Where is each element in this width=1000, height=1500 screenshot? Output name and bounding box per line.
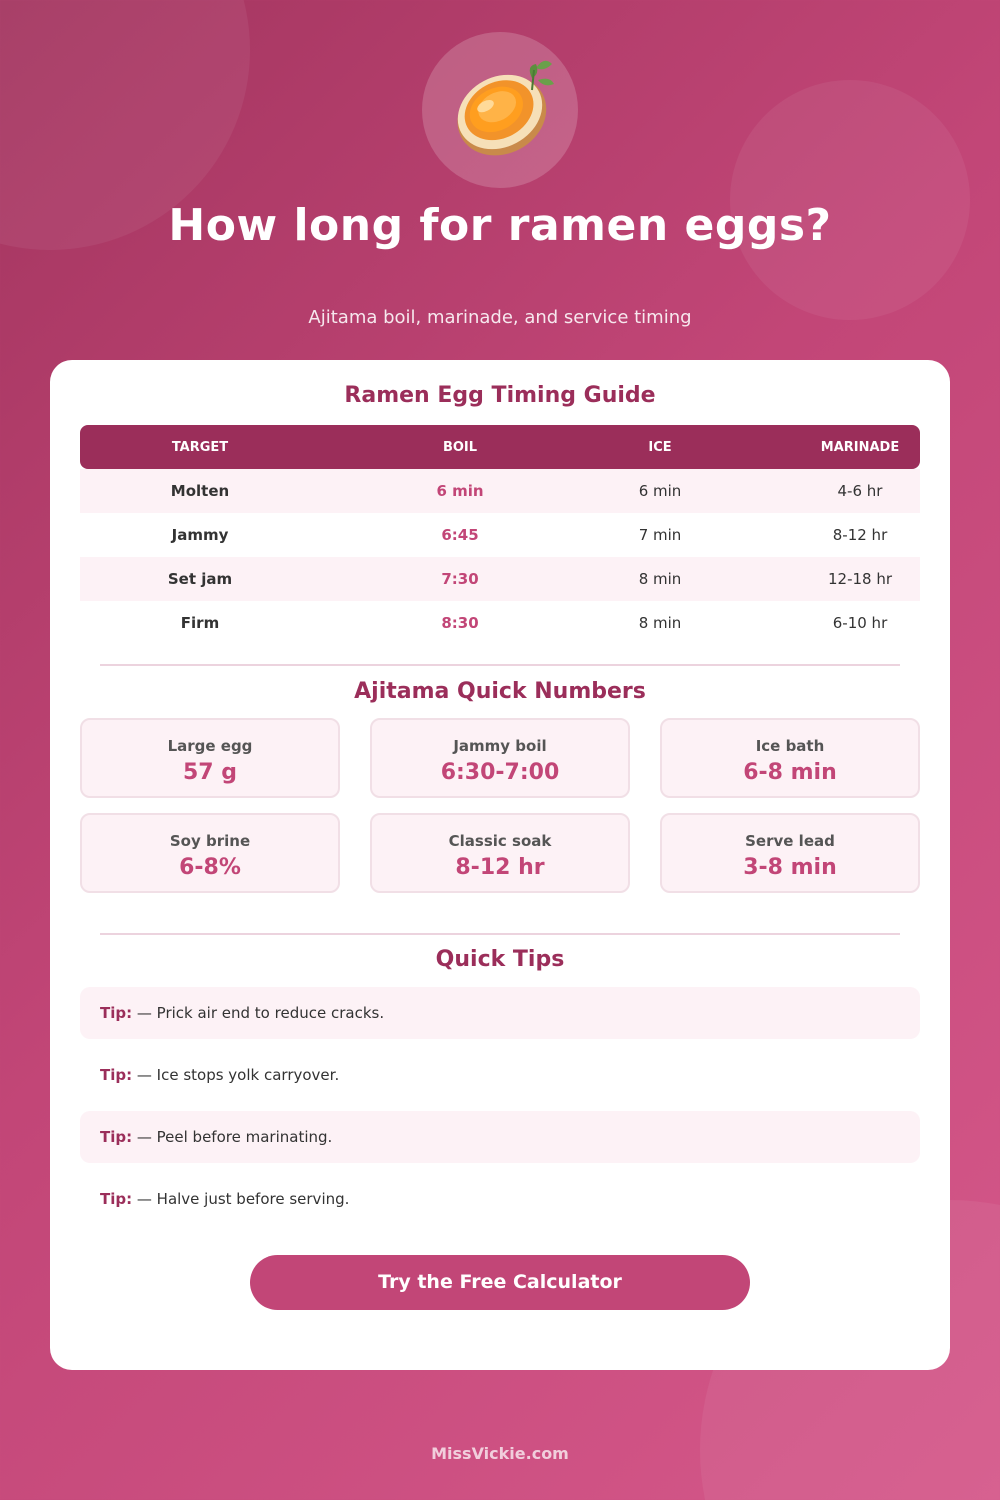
cell-target: Jammy	[171, 526, 229, 544]
stat-label: Jammy boil	[453, 737, 547, 755]
cell-target: Firm	[180, 614, 220, 632]
timing-guide-title: Ramen Egg Timing Guide	[344, 383, 656, 408]
cell-marinade: 6-10 hr	[832, 614, 888, 632]
page-title: How long for ramen eggs?	[168, 200, 832, 251]
tip-item	[80, 1111, 920, 1163]
stat-label: Large egg	[167, 737, 253, 755]
quick-numbers-title: Ajitama Quick Numbers	[354, 679, 646, 704]
header-boil: BOIL	[442, 440, 478, 455]
halved-egg-icon	[440, 50, 560, 170]
stat-card	[370, 813, 630, 893]
tip-label: Tip:	[100, 1128, 133, 1146]
cell-target: Set jam	[167, 570, 233, 588]
cell-marinade: 4-6 hr	[837, 482, 883, 500]
tip-label: Tip:	[100, 1190, 133, 1208]
quick-tips-title: Quick Tips	[435, 947, 565, 972]
table-row	[80, 601, 920, 645]
cell-target: Molten	[170, 482, 230, 500]
table-row	[80, 557, 920, 601]
stat-value: 6-8 min	[743, 760, 837, 785]
stat-label: Ice bath	[755, 737, 825, 755]
stat-value: 8-12 hr	[455, 855, 545, 880]
stat-value: 6:30-7:00	[440, 760, 560, 785]
stat-value: 3-8 min	[743, 855, 837, 880]
tip-label: Tip:	[100, 1066, 133, 1084]
tip-text: — Halve just before serving.	[136, 1190, 350, 1208]
stat-card	[370, 718, 630, 798]
tip-label: Tip:	[100, 1004, 133, 1022]
section-divider	[100, 664, 900, 666]
tip-item	[80, 1049, 920, 1101]
page-subtitle: Ajitama boil, marinade, and service timing	[308, 307, 692, 328]
cell-boil: 6 min	[436, 482, 484, 500]
stat-value: 6-8%	[179, 855, 241, 880]
content-card	[50, 360, 950, 1370]
stat-card	[80, 718, 340, 798]
hero-icon-badge	[422, 32, 578, 188]
timing-table	[80, 425, 920, 645]
footer-brand[interactable]: MissVickie.com	[431, 1444, 569, 1463]
stat-card	[660, 718, 920, 798]
header-ice: ICE	[648, 440, 672, 455]
cell-boil: 8:30	[441, 614, 479, 632]
tip-text: — Prick air end to reduce cracks.	[136, 1004, 385, 1022]
header-target: TARGET	[171, 440, 229, 455]
tip-item	[80, 987, 920, 1039]
cell-marinade: 8-12 hr	[832, 526, 888, 544]
cell-boil: 7:30	[441, 570, 479, 588]
tip-item	[80, 1173, 920, 1225]
table-row	[80, 469, 920, 513]
stat-label: Serve lead	[745, 832, 835, 850]
stat-label: Soy brine	[169, 832, 251, 850]
cell-ice: 8 min	[638, 570, 682, 588]
table-row	[80, 513, 920, 557]
tip-text: — Peel before marinating.	[136, 1128, 333, 1146]
try-calculator-button[interactable]: Try the Free Calculator	[250, 1255, 750, 1310]
stat-value: 57 g	[182, 760, 238, 785]
cell-ice: 7 min	[638, 526, 682, 544]
cell-ice: 6 min	[638, 482, 682, 500]
stat-card	[80, 813, 340, 893]
table-header	[80, 425, 920, 469]
cell-boil: 6:45	[441, 526, 479, 544]
section-divider	[100, 933, 900, 935]
cell-ice: 8 min	[638, 614, 682, 632]
header-marinade: MARINADE	[820, 440, 900, 455]
cell-marinade: 12-18 hr	[827, 570, 893, 588]
tip-text: — Ice stops yolk carryover.	[136, 1066, 340, 1084]
stat-card	[660, 813, 920, 893]
stat-label: Classic soak	[448, 832, 552, 850]
